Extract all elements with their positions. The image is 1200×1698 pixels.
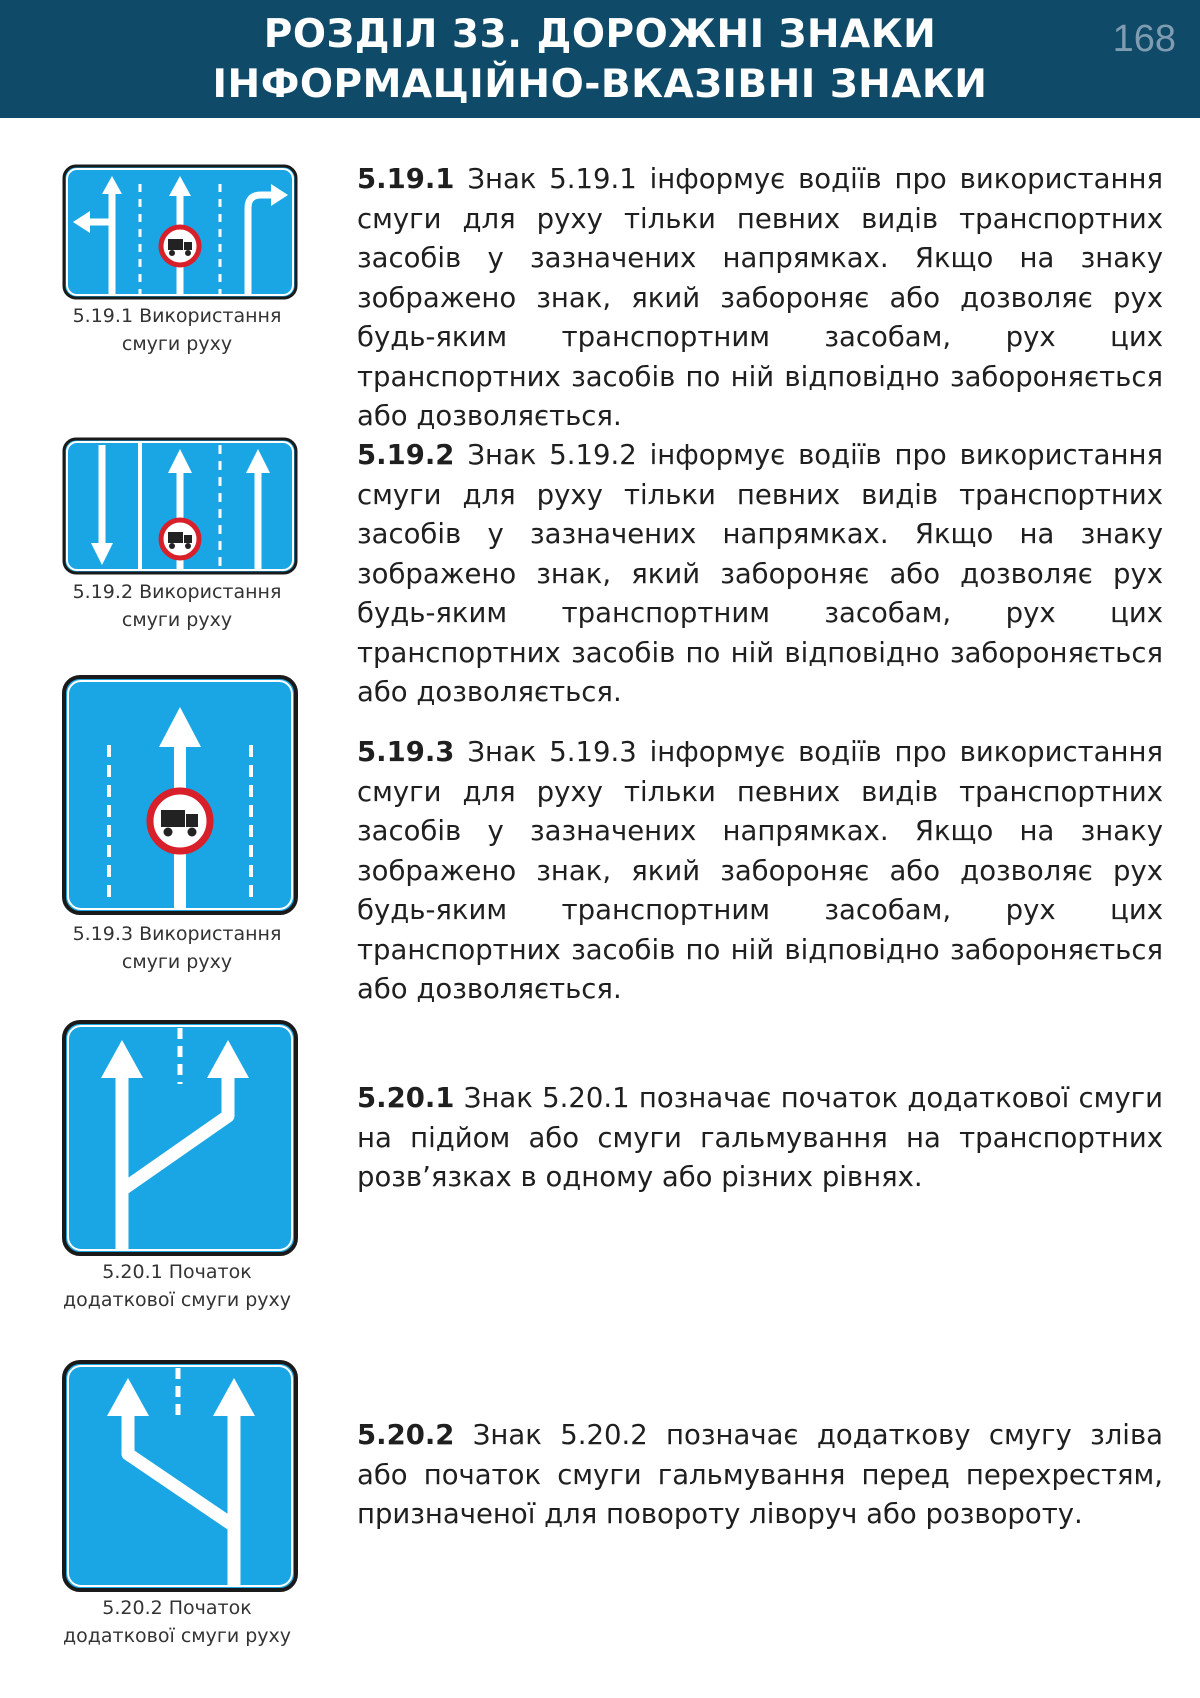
description-text: Знак 5.19.2 інформує водіїв про використання смуги для руху тільки певних видів транспортних засобів у зазначених напрямках. Якщо на знаку зображено знак, який забороняє або дозволяє рух будь-яким транспортним засобам, рух цих транспортних засобів по ній відповідно забороняється або дозволяється. bbox=[357, 439, 1163, 708]
section-title-line-1: РОЗДІЛ 33. ДОРОЖНІ ЗНАКИ bbox=[263, 12, 937, 57]
caption-5-20-1 bbox=[47, 1258, 307, 1314]
caption-line: 5.19.3 Використання bbox=[72, 923, 282, 945]
section-title-line-2: ІНФОРМАЦІЙНО-ВКАЗІВНІ ЗНАКИ bbox=[212, 62, 988, 107]
caption-line: смуги руху bbox=[121, 951, 233, 973]
caption-line: 5.19.2 Використання bbox=[72, 581, 282, 603]
description-5-20-2 bbox=[357, 1416, 1163, 1535]
description-text: Знак 5.19.3 інформує водіїв про використання смуги для руху тільки певних видів транспортних засобів у зазначених напрямках. Якщо на знаку зображено знак, який забороняє або дозволяє рух будь-яким транспортним засобам, рух цих транспортних засобів по ній відповідно забороняється або дозволяється. bbox=[357, 736, 1163, 1005]
caption-5-20-2 bbox=[47, 1594, 307, 1650]
sign-5-19-1 bbox=[62, 164, 298, 300]
description-5-19-3 bbox=[357, 733, 1163, 1010]
caption-line: смуги руху bbox=[121, 333, 233, 355]
additional-lane-right-icon bbox=[62, 1020, 298, 1256]
description-5-19-1 bbox=[357, 160, 1163, 437]
sign-5-20-2 bbox=[62, 1360, 298, 1592]
page-number: 168 bbox=[1112, 18, 1176, 60]
description-5-19-2 bbox=[357, 436, 1163, 713]
description-5-20-1 bbox=[357, 1079, 1163, 1198]
lane-use-sign-opposing-lanes-icon bbox=[62, 437, 298, 575]
sign-code: 5.19.2 bbox=[357, 439, 455, 471]
caption-line: 5.19.1 Використання bbox=[72, 305, 282, 327]
description-text: Знак 5.20.1 позначає початок додаткової смуги на підйом або смуги гальмування на транспортних розв’язках в одному або різних рівнях. bbox=[357, 1082, 1163, 1193]
sign-code: 5.20.1 bbox=[357, 1082, 455, 1114]
additional-lane-left-icon bbox=[62, 1360, 298, 1592]
sign-code: 5.19.1 bbox=[357, 163, 455, 195]
lane-use-sign-three-lanes-icon bbox=[62, 164, 298, 300]
caption-5-19-2 bbox=[47, 578, 307, 634]
caption-5-19-1 bbox=[47, 302, 307, 358]
sign-5-19-2 bbox=[62, 437, 298, 575]
sign-5-19-3 bbox=[62, 675, 298, 915]
caption-line: смуги руху bbox=[121, 609, 233, 631]
sign-code: 5.19.3 bbox=[357, 736, 455, 768]
caption-5-19-3 bbox=[47, 920, 307, 976]
description-text: Знак 5.19.1 інформує водіїв про використання смуги для руху тільки певних видів транспортних засобів у зазначених напрямках. Якщо на знаку зображено знак, який забороняє або дозволяє рух будь-яким транспортним засобам, рух цих транспортних засобів по ній відповідно забороняється або дозволяється. bbox=[357, 163, 1163, 432]
description-text: Знак 5.20.2 позначає додаткову смугу зліва або початок смуги гальмування перед перехрестям, призначеної для повороту ліворуч або розвороту. bbox=[357, 1419, 1163, 1530]
sign-code: 5.20.2 bbox=[357, 1419, 455, 1451]
lane-use-sign-single-lane-icon bbox=[62, 675, 298, 915]
caption-line: 5.20.2 Початок bbox=[102, 1597, 252, 1619]
caption-line: додаткової смуги руху bbox=[62, 1625, 292, 1647]
sign-5-20-1 bbox=[62, 1020, 298, 1256]
caption-line: додаткової смуги руху bbox=[62, 1289, 292, 1311]
section-title bbox=[0, 10, 1200, 110]
page-header bbox=[0, 0, 1200, 118]
caption-line: 5.20.1 Початок bbox=[102, 1261, 252, 1283]
